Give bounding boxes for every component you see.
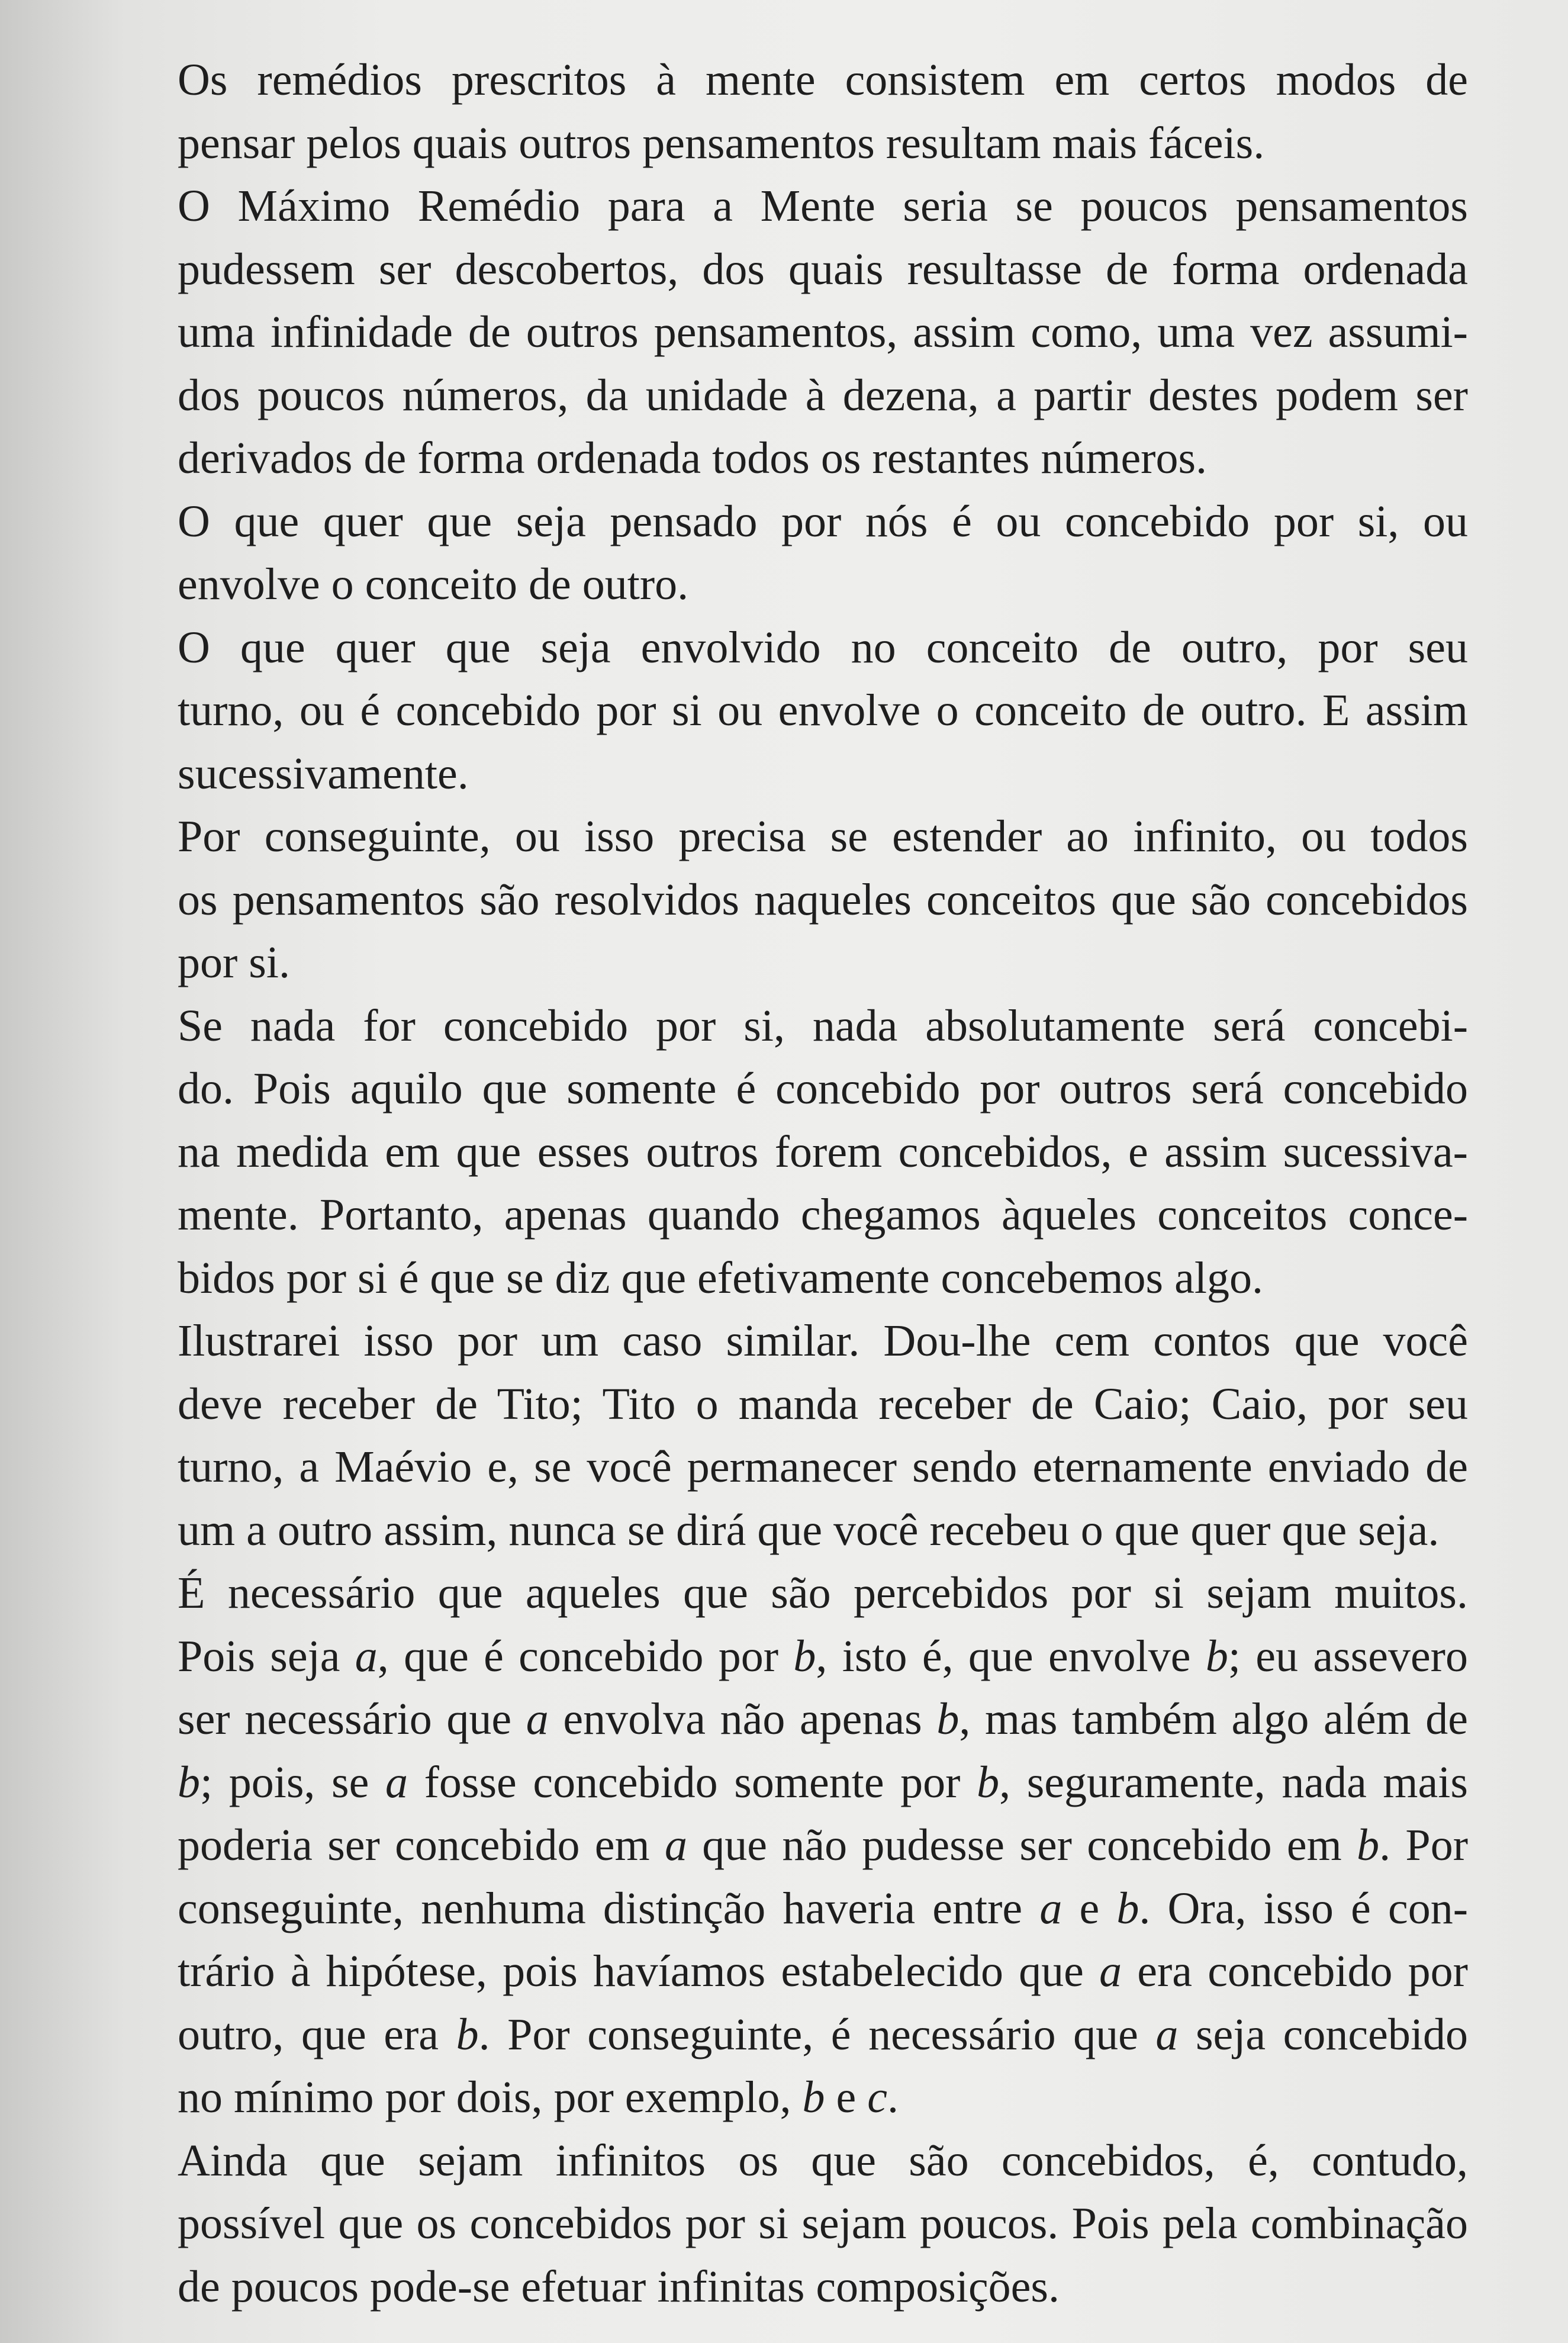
text-line: conseguinte, nenhuma distinção haveria entre a e b. Ora, isso é con- — [178, 1883, 1469, 1933]
text-line: possível que os concebidos por si sejam poucos. Pois pela combinação — [178, 2199, 1468, 2248]
text-line: poderia ser concebido em a que não pudesse ser concebido em b. Por — [178, 1820, 1469, 1870]
text-line: Pois seja a, que é concebido por b, isto é, que envolve b; eu assevero — [178, 1631, 1468, 1681]
paragraph-8 — [89, 1562, 1468, 2129]
text-line: de poucos pode-se efetuar infinitas composições. — [178, 2261, 1060, 2312]
text-line: Os remédios prescritos à mente consistem em certos modos de — [178, 55, 1468, 105]
text-line: deve receber de Tito; Tito o manda receber de Caio; Caio, por seu — [178, 1379, 1468, 1429]
text-line: por si. — [178, 938, 290, 987]
text-line: O que quer que seja pensado por nós é ou concebido por si, ou — [178, 496, 1468, 546]
text-line: turno, ou é concebido por si ou envolve o conceito de outro. E assim — [178, 685, 1468, 735]
text-line: turno, a Maévio e, se você permanecer sendo eternamente enviado de — [178, 1442, 1468, 1492]
text-line: É necessário que aqueles que são percebidos por si sejam muitos. — [178, 1568, 1468, 1618]
text-line: derivados de forma ordenada todos os restantes números. — [178, 433, 1208, 483]
body-text — [89, 49, 1468, 2318]
text-line: na medida em que esses outros forem concebidos, e assim sucessiva- — [178, 1127, 1468, 1177]
text-line: ser necessário que a envolva não apenas b, mas também algo além de — [178, 1694, 1469, 1744]
paragraph-6 — [89, 995, 1468, 1310]
paragraph-9 — [89, 2129, 1468, 2319]
text-line: os pensamentos são resolvidos naqueles conceitos que são concebidos — [178, 874, 1468, 925]
paragraph-7 — [89, 1309, 1468, 1562]
paragraph-2 — [89, 175, 1468, 490]
text-line: pensar pelos quais outros pensamentos resultam mais fáceis. — [178, 118, 1265, 168]
paragraph-1 — [89, 49, 1468, 175]
text-line: Por conseguinte, ou isso precisa se estender ao infinito, ou todos — [178, 812, 1468, 861]
text-line: outro, que era b. Por conseguinte, é necessário que a seja concebido — [178, 2009, 1468, 2059]
text-line: do. Pois aquilo que somente é concebido por outros será concebido — [178, 1064, 1468, 1113]
text-line: um a outro assim, nunca se dirá que você recebeu o que quer que seja. — [178, 1505, 1440, 1555]
paragraph-5 — [89, 805, 1468, 995]
text-line: mente. Portanto, apenas quando chegamos àqueles conceitos conce- — [178, 1190, 1468, 1240]
text-line: b; pois, se a fosse concebido somente por b, seguramente, nada mais — [178, 1757, 1468, 1807]
text-line: bidos por si é que se diz que efetivamente concebemos algo. — [178, 1253, 1263, 1303]
text-line: O que quer que seja envolvido no conceito de outro, por seu — [178, 622, 1468, 672]
text-line: sucessivamente. — [178, 748, 469, 799]
text-line: Ainda que sejam infinitos os que são concebidos, é, contudo, — [178, 2135, 1468, 2186]
text-line: trário à hipótese, pois havíamos estabelecido que a era concebido por — [178, 1946, 1468, 1996]
text-line: pudessem ser descobertos, dos quais resultasse de forma ordenada — [178, 244, 1468, 294]
text-line: dos poucos números, da unidade à dezena, a partir destes podem ser — [178, 370, 1468, 420]
text-line: Ilustrarei isso por um caso similar. Dou-lhe cem contos que você — [178, 1316, 1468, 1366]
text-line: O Máximo Remédio para a Mente seria se poucos pensamentos — [178, 181, 1468, 231]
paragraph-3 — [89, 490, 1468, 616]
paragraph-4 — [89, 616, 1468, 806]
text-line: no mínimo por dois, por exemplo, b e c. — [178, 2072, 899, 2122]
text-line: uma infinidade de outros pensamentos, assim como, uma vez assumi- — [178, 307, 1468, 357]
text-line: envolve o conceito de outro. — [178, 559, 689, 609]
text-line: Se nada for concebido por si, nada absolutamente será concebi- — [178, 1000, 1468, 1051]
